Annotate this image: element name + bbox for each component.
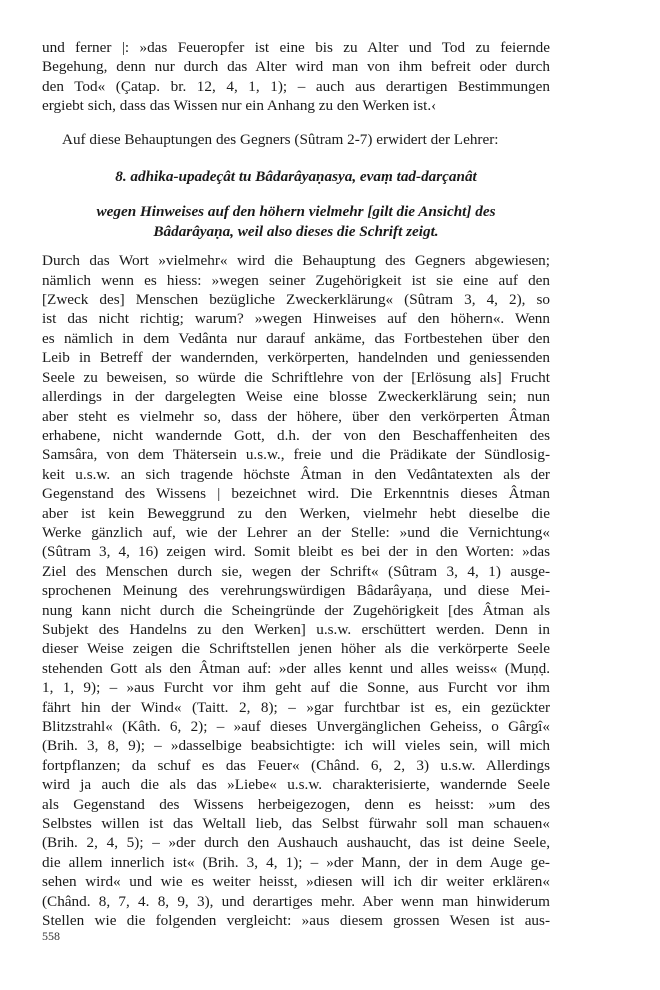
body-lines-line: sprochenen Meinung des verehrungswürdigen Bâdarâyaṇa, und diese Mei- — [42, 582, 550, 600]
commentary-paragraph — [42, 251, 550, 930]
body-lines-line: erhabene, nicht wandernde Gott, d.h. der von den Beschaffenheiten des — [42, 426, 550, 444]
translation-lines-line: wegen Hinweises auf den höhern vielmehr [gilt die Ansicht] des — [96, 203, 496, 221]
body-lines-line: nung kann nicht durch die Scheingründe der Zugehörigkeit [des Âtman als — [42, 601, 550, 619]
body-lines-line: Gegenstand des Wissens | bezeichnet wird. Die Erkenntnis dieses Âtman — [42, 485, 550, 503]
body-lines-line: (Brih. 3, 8, 9); – »dasselbige beabsichtigte: ich will vieles sein, will mich — [42, 737, 550, 755]
body-lines-line: Leib in Betreff der wandernden, verkörperten, handelnden und geniessenden — [42, 349, 550, 367]
body-lines-line: es nämlich in dem Vedânta nur darauf ankäme, das Fortbestehen über den — [42, 329, 550, 347]
body-lines-line: Werke gänzlich auf, wie der Lehrer an der Stelle: »und die Vernichtung« — [42, 523, 550, 541]
body-lines-line: Samsâra, von dem Thätersein u.s.w., freie und die Prädikate der Sündlosig- — [42, 446, 550, 464]
body-lines-line: Durch das Wort »vielmehr« wird die Behauptung des Gegners abgewiesen; — [42, 252, 550, 270]
body-lines-line: Selbstes willen ist das Weltall lieb, das Selbst fürwahr soll man schauen« — [42, 815, 550, 833]
opening-lines-line: Begehung, denn nur durch das Alter wird man von ihm befreit oder durch — [42, 58, 550, 76]
opening-lines-line: den Tod« (Çatap. br. 12, 4, 1, 1); – auch aus derartigen Bestimmungen — [42, 77, 550, 95]
body-lines-line: wird ja auch die als das »Liebe« u.s.w. charakterisierte, wandernde Seele — [42, 776, 550, 794]
body-lines-line: nämlich wenn es hiess: »wegen seiner Zugehörigkeit ist sie eine auf den — [42, 271, 550, 289]
body-lines-line: stehenden Gott als den Âtman auf: »der alles kennt und alles weiss« (Muṇḍ. — [42, 659, 550, 677]
body-lines-line: allerdings in der dargelegten Weise eine blosse Zweckerklärung sein; nun — [42, 388, 550, 406]
opening-lines-line: und ferner |: »das Feueropfer ist eine bis zu Alter und Tod zu feiernde — [42, 39, 550, 56]
body-lines-line: die allem innerlich ist« (Brih. 3, 4, 1); – »der Mann, der in dem Auge ge- — [42, 853, 550, 871]
sutra-translation — [42, 202, 550, 241]
body-lines-line: Seele zu beweisen, so würde die Schriftlehre von der [Erlösung als] Frucht — [42, 368, 550, 386]
translation-lines-line: Bâdarâyaṇa, weil also dieses die Schrift zeigt. — [153, 222, 439, 240]
body-lines-line: keit u.s.w. an sich tragende höchste Âtman in den Vedântatexten als der — [42, 465, 550, 483]
body-lines-line: (Sûtram 3, 4, 16) zeigen wird. Somit bleibt es bei der in den Worten: »das — [42, 543, 550, 561]
page-content — [42, 38, 550, 930]
body-lines-line: dieser Weise zeigen die Schriftstellen jenen höher als die verkörperte Seele — [42, 640, 550, 658]
body-lines-line: Stellen wie die folgenden vergleicht: »aus diesem grossen Wesen ist aus- — [42, 912, 550, 930]
body-lines-line: fortpflanzen; da schuf es das Feuer« (Chând. 6, 2, 3) u.s.w. Allerdings — [42, 756, 550, 774]
body-lines-line: (Brih. 2, 4, 5); – »der durch den Aushauch aushaucht, das ist deine Seele, — [42, 834, 550, 852]
body-lines-line: aber ist kein Beweggrund zu den Werken, vielmehr hebt dieselbe die — [42, 504, 550, 522]
page-number: 558 — [42, 929, 60, 943]
sutra-heading: 8. adhika-upadeçât tu Bâdarâyaṇasya, evaṃ tad-darçanât — [115, 168, 477, 186]
body-lines-line: Ziel des Menschen durch sie, wegen der Schrift« (Sûtram 3, 4, 1) ausge- — [42, 562, 550, 580]
body-lines-line: Blitzstrahl« (Kâth. 6, 2); – »auf dieses Unvergänglichen Geheiss, o Gârgî« — [42, 718, 550, 735]
body-lines-line: [Zweck des] Menschen bezügliche Zweckerklärung« (Sûtram 3, 4, 2), so — [42, 291, 550, 309]
opening-paragraph — [42, 38, 550, 116]
opening-lines-line: ergiebt sich, dass das Wissen nur ein Anhang zu den Werken ist.‹ — [42, 97, 437, 115]
body-lines-line: 1, 1, 9); – »aus Furcht vor ihm geht auf die Sonne, aus Furcht vor ihm — [42, 679, 550, 697]
body-lines-line: (Chând. 8, 7, 4. 8, 9, 3), und derartiges mehr. Aber wenn man hinwiderum — [42, 892, 550, 910]
body-lines-line: aber steht es vielmehr so, dass der höhere, über den verkörperten Âtman — [42, 407, 550, 425]
body-lines-line: fährt hin der Wind« (Taitt. 2, 8); – »gar furchtbar ist es, ein gezückter — [42, 698, 550, 716]
intro-line: Auf diese Behauptungen des Gegners (Sûtram 2-7) erwidert der Lehrer: — [62, 130, 499, 148]
body-lines-line: als Gegenstand des Wissens herbeigezogen, denn es heisst: »um des — [42, 795, 550, 813]
body-lines-line: ist das nicht richtig; warum? »wegen Hinweises auf den höhern«. Wenn — [42, 310, 550, 328]
body-lines-line: Subjekt des Handelns zu den Werken] u.s.w. erschüttert werden. Denn in — [42, 620, 550, 638]
body-lines-line: sehen wird« und wie es weiter heisst, »diesen will ich dir weiter erklären« — [42, 873, 550, 891]
